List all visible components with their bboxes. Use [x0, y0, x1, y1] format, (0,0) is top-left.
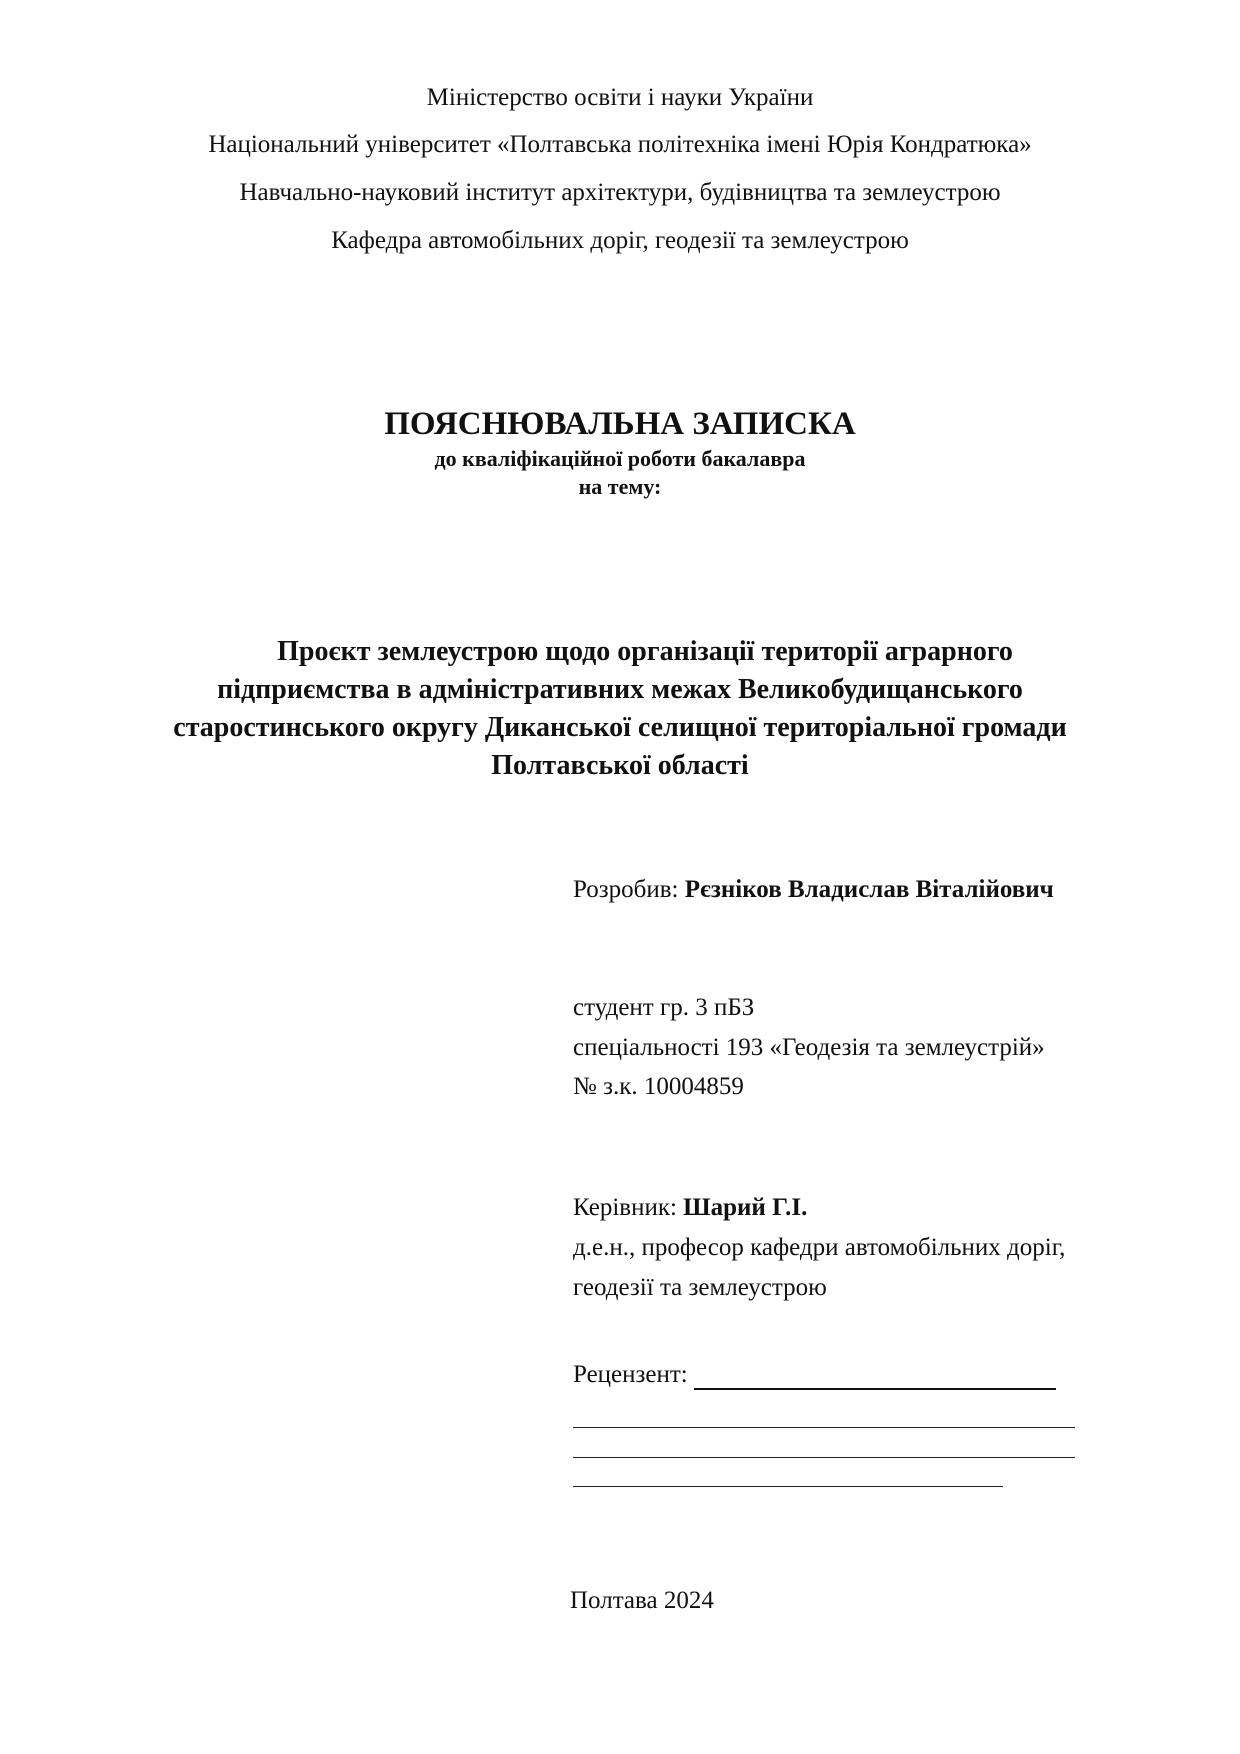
reviewer-blank-line-2	[573, 1427, 1075, 1428]
reviewer-label: Рецензент:	[573, 1361, 688, 1388]
city-year: Полтава 2024	[570, 1587, 714, 1614]
author-label: Розробив:	[573, 876, 679, 903]
topic-line-4: Полтавської області	[491, 750, 749, 781]
topic-line-2: підприємства в адміністративних межах Великобудищанського	[217, 674, 1023, 705]
author-group: студент гр. 3 пБЗ	[573, 994, 755, 1021]
reviewer-blank-line-3	[573, 1457, 1075, 1458]
author-specialty: спеціальності 193 «Геодезія та землеустрій»	[573, 1034, 1045, 1061]
supervisor-position-2: геодезії та землеустрою	[573, 1274, 827, 1301]
department-line: Кафедра автомобільних доріг, геодезії та землеустрою	[331, 227, 909, 254]
supervisor-line	[573, 1193, 807, 1223]
institute-line: Навчально-науковий інститут архітектури, будівництва та землеустрою	[239, 179, 1001, 206]
topic-intro: на тему:	[578, 474, 662, 499]
supervisor-position-1: д.е.н., професор кафедри автомобільних доріг,	[573, 1234, 1066, 1261]
reviewer-blank-line-4	[573, 1486, 1003, 1487]
university-line: Національний університет «Полтавська політехніка імені Юрія Кондратюка»	[208, 131, 1032, 158]
author-line	[573, 875, 1054, 905]
reviewer-blank-line	[694, 1364, 1056, 1390]
document-title: ПОЯСНЮВАЛЬНА ЗАПИСКА	[384, 406, 856, 442]
author-record-book: № з.к. 10004859	[573, 1073, 744, 1100]
reviewer-line	[573, 1360, 1056, 1390]
supervisor-name: Шарий Г.І.	[683, 1194, 808, 1221]
author-name: Рєзніков Владислав Віталійович	[684, 876, 1054, 903]
topic-line-1: Проєкт землеустрою щодо організації території аграрного	[277, 636, 1013, 667]
document-subtitle: до кваліфікаційної роботи бакалавра	[434, 446, 806, 471]
supervisor-label: Керівник:	[573, 1194, 677, 1221]
ministry-line: Міністерство освіти і науки України	[426, 84, 814, 111]
topic-line-3: старостинського округу Диканської селищної територіальної громади	[173, 712, 1067, 743]
